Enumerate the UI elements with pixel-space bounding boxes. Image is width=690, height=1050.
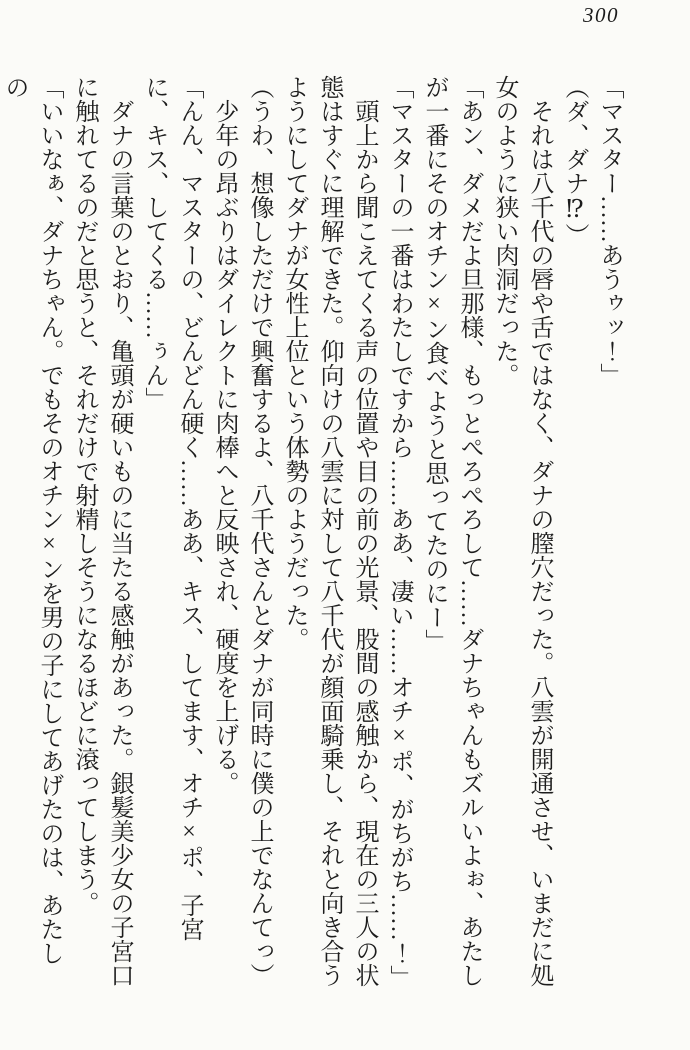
paragraph-dialogue: 「いいなぁ、ダナちゃん。でもそのオチン×ンを男の子にしてあげたのは、あたしの	[1, 75, 62, 965]
paragraph-narration: 頭上から聞こえてくる声の位置や目の前の光景、股間の感触から、現在の三人の状態はすぐに理解できた。仰向けの八雲に対して八千代が顔面騎乗し、それと向き合うようにしてダナが女性上位という体勢のようだった。	[281, 75, 377, 987]
paragraph-dialogue: 「んん、マスターの、どんどん硬く……ああ、キス、してます、オチ×ポ、子宮に、キス、してくる……ぅん」	[141, 75, 202, 941]
paragraph-dialogue: 「あン、ダメだよ旦那様、もっとぺろぺろして……ダナちゃんもズルいよぉ、あたしが一番にそのオチン×ン食べようと思ってたのにー」	[421, 75, 482, 987]
page-number: 300	[583, 3, 619, 27]
paragraph-thought: （ダ、ダナ⁉）	[561, 75, 587, 247]
vertical-text-area	[0, 75, 626, 987]
paragraph-narration: 少年の昂ぶりはダイレクトに肉棒へと反映され、硬度を上げる。	[211, 99, 237, 795]
paragraph-thought: （うわ、想像しただけで興奮するよ、八千代さんとダナが同時に僕の上でなんてっ）	[246, 75, 272, 987]
paragraph-dialogue: 「マスター……あうゥッ！」	[596, 75, 622, 387]
paragraph-narration: それは八千代の唇や舌ではなく、ダナの膣穴だった。八雲が開通させ、いまだに処女のように狭い肉洞だった。	[491, 75, 552, 987]
paragraph-dialogue: 「マスターの一番はわたしですから……ああ、凄い……オチ×ポ、がちがち……！」	[386, 75, 412, 989]
paragraph-narration: ダナの言葉のとおり、亀頭が硬いものに当たる感触があった。銀髪美少女の子宮口に触れてるのだと思うと、それだけで射精しそうになるほどに滾ってしまう。	[71, 75, 132, 987]
